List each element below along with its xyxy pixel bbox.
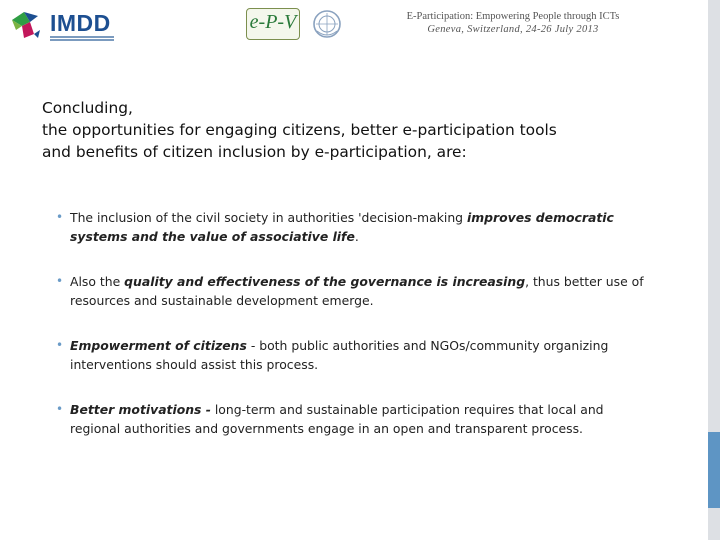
- bullet-dot-icon: •: [56, 402, 64, 416]
- slide-title-line: and benefits of citizen inclusion by e-participation, are:: [42, 143, 467, 161]
- bullet-text: Also the: [70, 274, 125, 289]
- bullet-text: .: [354, 229, 359, 244]
- bullet-item: [54, 272, 644, 310]
- e-participation-logo: [246, 8, 300, 40]
- bullet-dot-icon: •: [56, 274, 64, 288]
- slide-title: [42, 97, 682, 163]
- slide-title-line: Concluding,: [42, 99, 133, 117]
- conference-subtitle: Geneva, Switzerland, 24-26 July 2013: [427, 24, 599, 35]
- bullet-dot-icon: •: [56, 210, 64, 224]
- e-participation-logo-text: e-P-V: [249, 11, 297, 33]
- imdd-logo: [8, 6, 118, 44]
- bullet-emphasis: Empowerment of citizens: [70, 338, 247, 353]
- bullet-item: [54, 336, 644, 374]
- conference-title: E-Participation: Empowering People through ICTs: [406, 11, 620, 22]
- bullet-emphasis: quality and effectiveness of the governance is increasing: [124, 274, 526, 289]
- imdd-logo-text: IMDD: [50, 10, 111, 36]
- bullet-text: The inclusion of the civil society in authorities 'decision-making: [70, 210, 467, 225]
- bullet-text: long-term and sustainable participation requires that local and regional authorities and governments engage in an open and transparent process.: [70, 402, 604, 436]
- imdd-bird-icon: [8, 6, 44, 42]
- un-emblem-icon: [312, 9, 342, 39]
- bullet-emphasis: Better motivations -: [70, 402, 211, 417]
- bullet-dot-icon: •: [56, 338, 64, 352]
- right-accent-block: [708, 432, 720, 508]
- imdd-logo-tagline: [50, 36, 114, 42]
- bullet-text: , thus better use of resources and sustainable development emerge.: [70, 274, 644, 308]
- bullet-list: [54, 208, 644, 438]
- bullet-item: [54, 208, 644, 246]
- bullet-emphasis: improves democratic systems and the value of associative life: [70, 210, 614, 244]
- slide-title-line: the opportunities for engaging citizens, better e-participation tools: [42, 121, 557, 139]
- bullet-item: [54, 400, 644, 438]
- bullet-text: - both public authorities and NGOs/community organizing interventions should assist this process.: [70, 338, 609, 372]
